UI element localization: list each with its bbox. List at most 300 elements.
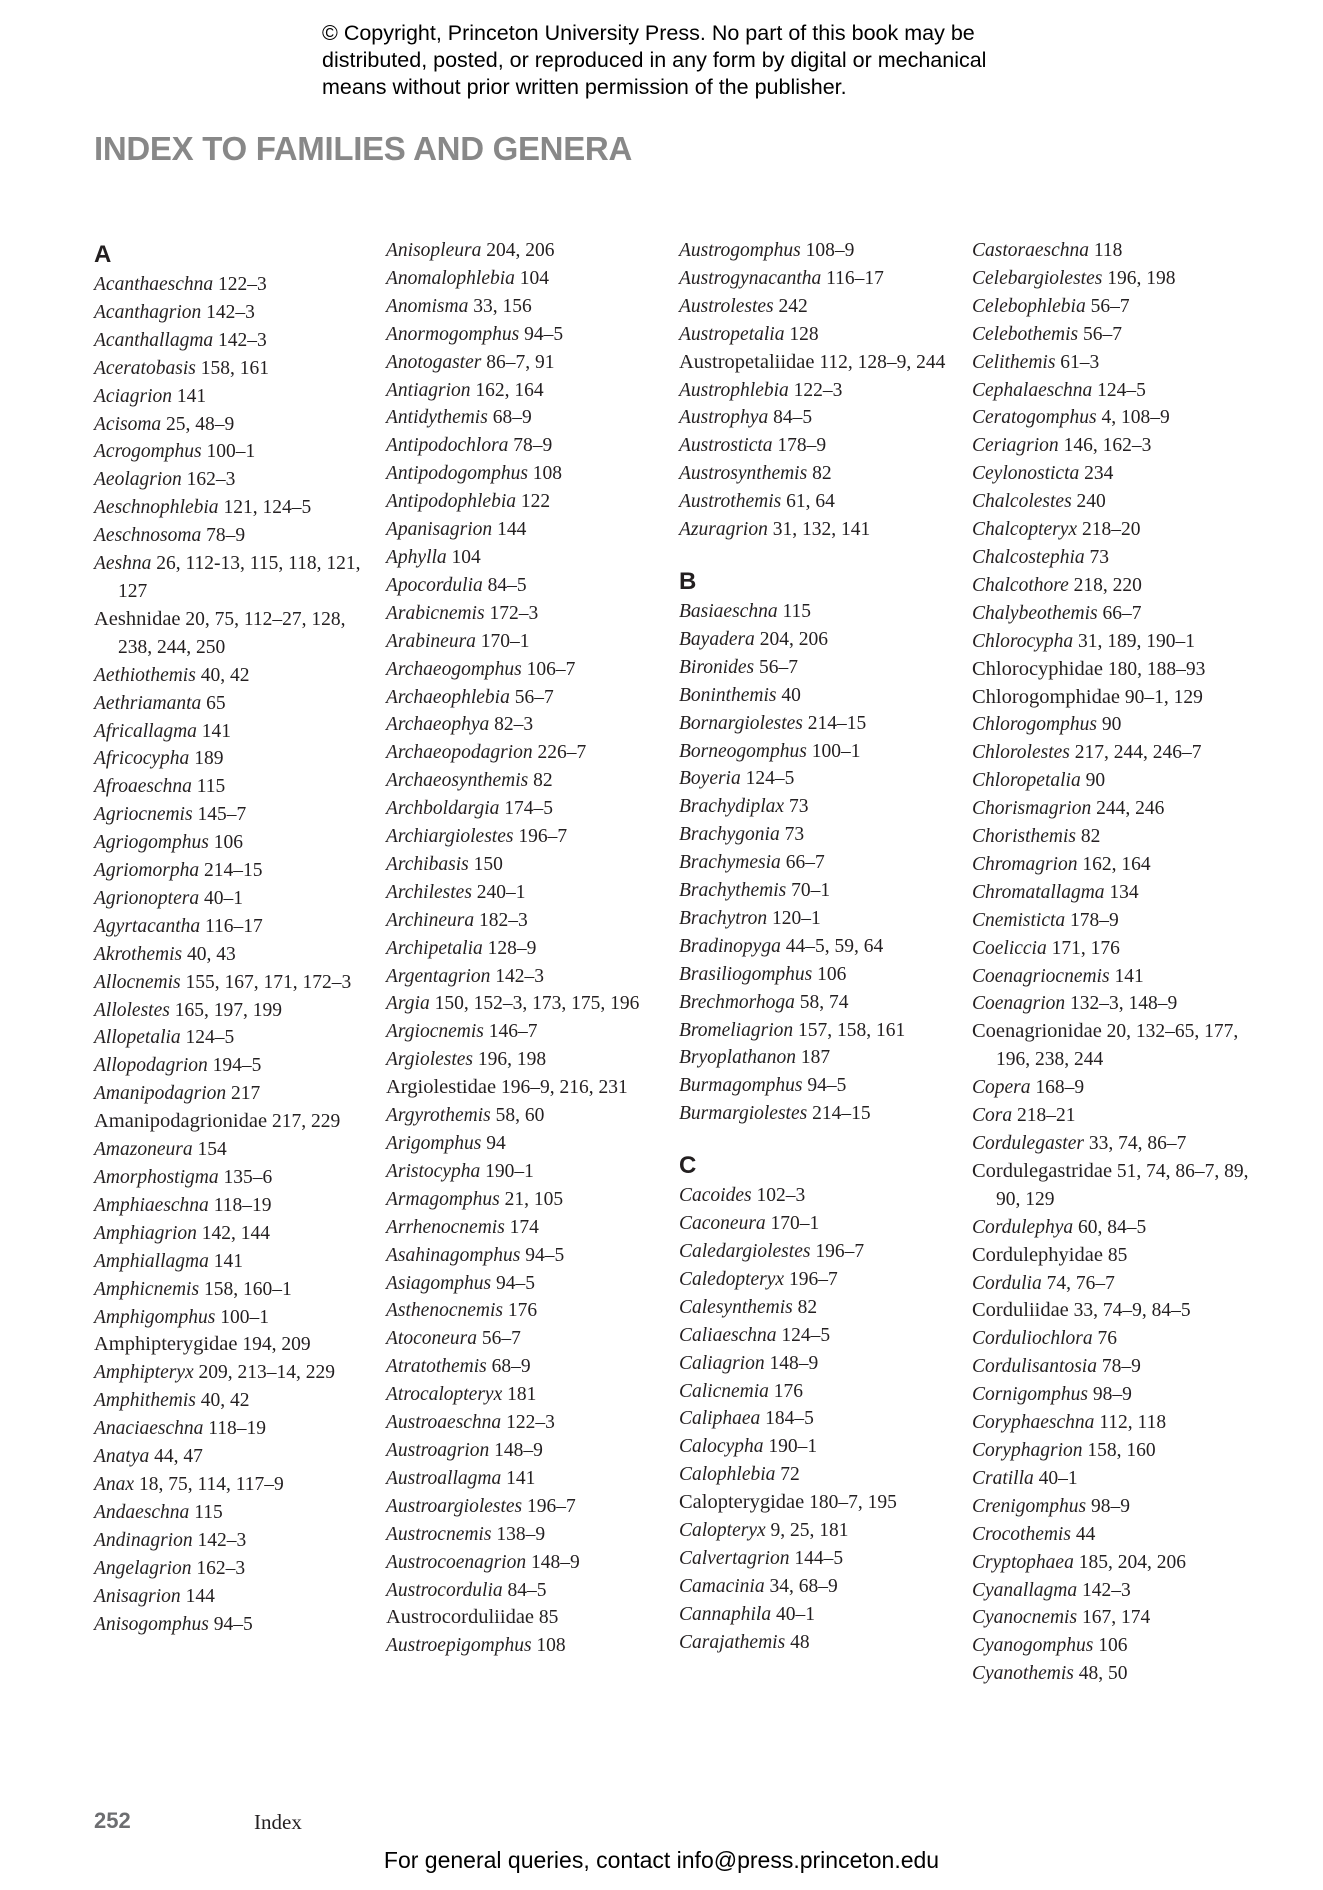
page-refs: 40, 42 (200, 664, 250, 686)
genus-name: Allopodagrion (94, 1055, 208, 1077)
index-entry (386, 600, 671, 628)
index-entry (679, 265, 964, 293)
index-entry (972, 1158, 1257, 1214)
genus-name: Cora (972, 1105, 1013, 1127)
page-refs: 182–3 (478, 909, 528, 931)
index-entry (386, 377, 671, 405)
genus-name: Cacoides (679, 1185, 752, 1207)
genus-name: Calocypha (679, 1436, 764, 1458)
page-refs: 33, 74, 86–7 (1088, 1133, 1187, 1154)
page-refs: 108 (532, 463, 563, 485)
page-refs: 86–7, 91 (486, 351, 555, 373)
genus-name: Archaeopodagrion (386, 742, 533, 764)
index-entry (972, 1130, 1257, 1158)
index-entry (386, 907, 671, 935)
index-entry (972, 1018, 1257, 1074)
index-entry (679, 1378, 964, 1406)
page-refs: 178–9 (777, 435, 827, 457)
index-entry (972, 795, 1257, 823)
index-entry (679, 1322, 964, 1350)
index-entry (679, 1266, 964, 1294)
genus-name: Amphicnemis (94, 1278, 200, 1300)
index-entry (679, 654, 964, 682)
index-entry (679, 1573, 964, 1601)
index-entry (679, 1238, 964, 1266)
genus-name: Caliagrion (679, 1352, 765, 1374)
page-refs: 240 (1076, 491, 1106, 513)
page-refs: 158, 161 (200, 357, 269, 379)
index-entry (679, 905, 964, 933)
index-entry (972, 1381, 1257, 1409)
index-entry (972, 1214, 1257, 1242)
page-refs: 124–5 (745, 768, 795, 790)
index-entry (94, 271, 379, 299)
page-refs: 33, 74–9, 84–5 (1073, 1300, 1191, 1322)
index-entry (972, 656, 1257, 684)
index-entry (94, 606, 379, 662)
page-refs: 65 (206, 692, 226, 714)
genus-name: Anaciaeschna (94, 1418, 204, 1440)
genus-name: Ceriagrion (972, 435, 1059, 457)
page-refs: 82 (812, 463, 832, 485)
index-letter-heading: B (679, 567, 697, 595)
page-refs: 100–1 (220, 1306, 269, 1328)
index-entry (386, 1074, 671, 1102)
genus-name: Chorismagrion (972, 798, 1092, 820)
genus-name: Austrocoenagrion (386, 1551, 527, 1573)
family-name: Chlorogomphidae (972, 685, 1121, 708)
index-entry (972, 907, 1257, 935)
index-entry (386, 684, 671, 712)
genus-name: Aethriamanta (94, 692, 202, 714)
genus-name: Armagomphus (386, 1188, 500, 1210)
page-refs: 84–5 (773, 407, 813, 429)
genus-name: Allocnemis (94, 971, 181, 993)
genus-name: Bornargiolestes (679, 712, 803, 734)
genus-name: Anisagrion (94, 1585, 181, 1607)
page-refs: 100–1 (206, 441, 256, 463)
index-entry (94, 466, 379, 494)
genus-name: Cordulia (972, 1272, 1042, 1294)
genus-name: Austroargiolestes (386, 1495, 523, 1517)
index-entry (679, 793, 964, 821)
genus-name: Apocordulia (386, 574, 483, 596)
genus-name: Anax (94, 1473, 135, 1495)
genus-name: Africocypha (94, 748, 190, 770)
running-footer-section: Index (254, 1810, 302, 1834)
index-entry (972, 460, 1257, 488)
index-entry (94, 411, 379, 439)
page-refs: 194–5 (212, 1055, 262, 1077)
genus-name: Anotogaster (386, 351, 482, 373)
family-name: Argiolestidae (386, 1076, 497, 1099)
genus-name: Amorphostigma (94, 1167, 219, 1188)
index-entry (386, 879, 671, 907)
index-entry (94, 1108, 379, 1136)
page-refs: 73 (1089, 546, 1110, 568)
index-entry (94, 829, 379, 857)
index-entry (94, 1136, 379, 1164)
page-refs: 94–5 (524, 323, 564, 345)
family-name: Aeshnidae (94, 607, 181, 630)
page-refs: 122–3 (793, 379, 843, 401)
index-entry (386, 1604, 671, 1632)
index-entry (679, 849, 964, 877)
page-refs: 31, 132, 141 (772, 519, 871, 541)
genus-name: Castoraeschna (972, 240, 1089, 261)
index-entry (386, 1046, 671, 1074)
page-refs: 56–7 (1083, 323, 1123, 345)
genus-name: Cyanothemis (972, 1663, 1074, 1685)
genus-name: Chalcothore (972, 574, 1069, 596)
genus-name: Burmargiolestes (679, 1103, 808, 1125)
page-refs: 78–9 (206, 525, 246, 547)
page-refs: 118–19 (208, 1418, 267, 1440)
page-refs: 112, 128–9, 244 (819, 351, 946, 373)
genus-name: Anisogomphus (94, 1613, 209, 1635)
page-refs: 196, 198 (1107, 267, 1176, 289)
index-entry (386, 1465, 671, 1493)
index-entry (94, 1220, 379, 1248)
index-entry (386, 460, 671, 488)
family-name: Amphipterygidae (94, 1333, 238, 1356)
page-refs: 90 (1085, 770, 1106, 792)
genus-name: Celebargiolestes (972, 267, 1103, 289)
genus-name: Argia (386, 993, 430, 1015)
genus-name: Brechmorhoga (679, 991, 795, 1013)
family-name: Austrocorduliidae (386, 1606, 535, 1629)
genus-name: Boyeria (679, 768, 741, 790)
index-entry (679, 1545, 964, 1573)
page-refs: 61, 64 (786, 491, 835, 513)
page-refs: 176 (773, 1380, 804, 1402)
genus-name: Chalcostephia (972, 546, 1085, 568)
family-name: Calopterygidae (679, 1491, 805, 1514)
index-entry (679, 626, 964, 654)
page-refs: 162, 164 (1082, 853, 1151, 875)
index-entry (679, 1072, 964, 1100)
copyright-line: distributed, posted, or reproduced in any form by digital or mechanical (322, 48, 987, 72)
page-refs: 115 (782, 600, 811, 622)
page-refs: 204, 206 (486, 240, 555, 261)
page-refs: 40, 43 (186, 943, 236, 965)
genus-name: Argyrothemis (386, 1105, 491, 1127)
genus-name: Bayadera (679, 628, 755, 650)
index-entry (679, 516, 964, 544)
genus-name: Boninthemis (679, 684, 777, 706)
index-entry (972, 404, 1257, 432)
family-name: Cordulegastridae (972, 1159, 1113, 1182)
page-refs: 122–3 (506, 1412, 555, 1434)
genus-name: Agyrtacantha (94, 915, 201, 937)
page-refs: 134 (1109, 881, 1139, 903)
index-entry (94, 885, 379, 913)
index-entry (679, 1017, 964, 1045)
index-entry (94, 718, 379, 746)
page-refs: 94–5 (495, 1272, 535, 1294)
index-entry (386, 963, 671, 991)
index-letter-heading: A (94, 241, 112, 268)
genus-name: Andaeschna (94, 1501, 190, 1523)
index-entry (972, 879, 1257, 907)
family-name: Austropetaliidae (679, 350, 815, 373)
genus-name: Anomalophlebia (386, 267, 515, 289)
genus-name: Acanthallagma (94, 329, 214, 351)
page-refs: 94–5 (525, 1244, 565, 1266)
page-refs: 40–1 (775, 1603, 815, 1625)
page-refs: 94 (486, 1133, 506, 1154)
index-entry (679, 738, 964, 766)
page-refs: 106 (213, 832, 243, 854)
index-entry (972, 1465, 1257, 1493)
page-refs: 142–3 (1081, 1579, 1131, 1601)
index-entry (386, 432, 671, 460)
genus-name: Burmagomphus (679, 1075, 803, 1097)
index-entry (94, 1555, 379, 1583)
page-refs: 214–15 (807, 712, 867, 734)
index-entry (972, 432, 1257, 460)
page-refs: 84–5 (507, 1579, 547, 1601)
page-refs: 122–3 (218, 274, 267, 295)
page-refs: 196, 198 (477, 1049, 547, 1071)
family-name: Chlorocyphidae (972, 657, 1103, 680)
genus-name: Archaeophlebia (386, 686, 510, 708)
index-entry (972, 1437, 1257, 1465)
genus-name: Brachygonia (679, 824, 780, 846)
genus-name: Asthenocnemis (386, 1300, 503, 1322)
index-entry (972, 1074, 1257, 1102)
page-refs: 218–20 (1081, 519, 1141, 541)
page-refs: 56–7 (1090, 295, 1130, 317)
page-refs: 40–1 (1038, 1467, 1078, 1489)
index-entry (972, 990, 1257, 1018)
index-entry (386, 1297, 671, 1325)
genus-name: Chromagrion (972, 853, 1078, 875)
index-entry (972, 1521, 1257, 1549)
genus-name: Chloropetalia (972, 770, 1081, 792)
page-refs: 21, 105 (504, 1188, 564, 1210)
page-refs: 141 (213, 1250, 243, 1272)
page-refs: 68–9 (491, 1356, 531, 1378)
page-refs: 144 (497, 519, 527, 541)
index-entry (386, 767, 671, 795)
index-entry (972, 600, 1257, 628)
genus-name: Cyanogomphus (972, 1635, 1094, 1657)
index-entry (386, 1325, 671, 1353)
page-refs: 26, 112-13, 115, 118, 121, 127 (118, 553, 361, 602)
page-refs: 196–7 (788, 1268, 838, 1290)
index-entry (386, 1242, 671, 1270)
index-entry (386, 265, 671, 293)
index-entry (679, 377, 964, 405)
index-entry (972, 265, 1257, 293)
genus-name: Cratilla (972, 1467, 1034, 1489)
genus-name: Aeolagrion (94, 469, 182, 491)
page-refs: 106–7 (526, 658, 576, 680)
genus-name: Asahinagomphus (386, 1244, 521, 1266)
page-refs: 142–3 (218, 329, 267, 351)
page-refs: 209, 213–14, 229 (198, 1362, 336, 1384)
genus-name: Agriomorpha (94, 860, 200, 882)
index-entry (94, 438, 379, 466)
index-entry (386, 1130, 671, 1158)
page-refs: 141 (506, 1467, 536, 1489)
genus-name: Chalybeothemis (972, 602, 1098, 624)
page-refs: 48, 50 (1078, 1663, 1128, 1685)
page-refs: 100–1 (811, 740, 861, 762)
genus-name: Aristocypha (386, 1160, 481, 1182)
index-entry (972, 684, 1257, 712)
page-refs: 120–1 (771, 907, 821, 929)
page-refs: 174 (509, 1216, 539, 1238)
genus-name: Caliaeschna (679, 1324, 777, 1346)
page-refs: 94–5 (807, 1075, 847, 1097)
index-entry (386, 1577, 671, 1605)
genus-name: Camacinia (679, 1575, 765, 1597)
page-refs: 170–1 (770, 1213, 820, 1235)
index-entry (972, 851, 1257, 879)
genus-name: Azuragrion (679, 519, 768, 541)
page-refs: 174–5 (504, 798, 554, 820)
index-entry (972, 935, 1257, 963)
page-refs: 217, 244, 246–7 (1074, 742, 1202, 764)
genus-name: Anomisma (386, 295, 469, 317)
genus-name: Caconeura (679, 1213, 766, 1235)
index-entry (679, 765, 964, 793)
index-entry (972, 488, 1257, 516)
index-entry (386, 990, 671, 1018)
index-entry (972, 1493, 1257, 1521)
index-entry (94, 1611, 379, 1639)
page-refs: 56–7 (758, 656, 798, 678)
page-refs: 185, 204, 206 (1078, 1551, 1186, 1573)
index-entry (679, 237, 964, 265)
genus-name: Cordulegaster (972, 1133, 1084, 1154)
page-refs: 78–9 (1101, 1356, 1141, 1378)
genus-name: Austrophlebia (679, 379, 789, 401)
index-entry (679, 432, 964, 460)
index-entry (94, 745, 379, 773)
index-entry (94, 941, 379, 969)
page-refs: 196–7 (527, 1495, 576, 1517)
index-entry (94, 1415, 379, 1443)
genus-name: Arabicnemis (386, 602, 485, 624)
genus-name: Atrocalopteryx (386, 1384, 503, 1406)
index-entry (679, 1461, 964, 1489)
page-refs: 165, 197, 199 (174, 999, 282, 1021)
page-refs: 34, 68–9 (769, 1575, 838, 1597)
genus-name: Calesynthemis (679, 1296, 793, 1318)
page-refs: 72 (780, 1464, 800, 1486)
page-refs: 56–7 (514, 686, 554, 708)
copyright-line: means without prior written permission of the publisher. (322, 75, 847, 99)
index-entry (679, 989, 964, 1017)
index-entry (386, 1018, 671, 1046)
index-entry (679, 933, 964, 961)
page-refs: 148–9 (530, 1551, 580, 1573)
genus-name: Argiolestes (386, 1049, 474, 1071)
genus-name: Celebophlebia (972, 295, 1086, 317)
genus-name: Allolestes (94, 999, 170, 1021)
genus-name: Calicnemia (679, 1380, 769, 1402)
genus-name: Archaeophya (386, 714, 490, 736)
genus-name: Bromeliagrion (679, 1019, 794, 1041)
index-entry (972, 1409, 1257, 1437)
index-entry (94, 690, 379, 718)
genus-name: Austroallagma (386, 1467, 502, 1489)
page-refs: 172–3 (489, 602, 539, 624)
genus-name: Angelagrion (94, 1557, 192, 1579)
index-entry (679, 598, 964, 626)
page-refs: 124–5 (781, 1324, 831, 1346)
page-refs: 180, 188–93 (1107, 658, 1206, 680)
page-refs: 240–1 (476, 881, 526, 903)
index-entry (679, 682, 964, 710)
page-refs: 82 (1080, 826, 1101, 848)
genus-name: Arabineura (386, 630, 476, 652)
page-refs: 145–7 (197, 804, 247, 826)
page-refs: 70–1 (791, 880, 831, 902)
index-entry (386, 516, 671, 544)
page-refs: 20, 132–65, 177, 196, 238, 244 (996, 1021, 1239, 1071)
index-entry (94, 1024, 379, 1052)
genus-name: Caledopteryx (679, 1268, 785, 1290)
page-refs: 68–9 (492, 407, 532, 429)
page-refs: 141 (176, 385, 207, 407)
page-refs: 98–9 (1091, 1495, 1130, 1517)
index-entry (679, 1350, 964, 1378)
index-entry (972, 1270, 1257, 1298)
index-entry (679, 460, 964, 488)
copyright-line: © Copyright, Princeton University Press. No part of this book may be (322, 21, 975, 45)
page-refs: 82 (797, 1296, 818, 1318)
index-entry (386, 628, 671, 656)
index-entry (94, 1080, 379, 1108)
page-refs: 170–1 (480, 630, 530, 652)
index-entry (386, 935, 671, 963)
genus-name: Anatya (94, 1446, 150, 1468)
genus-name: Brachytron (679, 907, 768, 929)
page-refs: 196–7 (518, 826, 568, 848)
page-refs: 25, 48–9 (166, 413, 235, 435)
genus-name: Cephalaeschna (972, 379, 1093, 401)
index-entry (679, 1182, 964, 1210)
page-refs: 122 (520, 491, 551, 513)
genus-name: Coeliccia (972, 937, 1047, 959)
genus-name: Atratothemis (386, 1356, 487, 1378)
page-refs: 18, 75, 114, 117–9 (138, 1473, 284, 1495)
index-entry (386, 1493, 671, 1521)
page-refs: 106 (817, 963, 847, 985)
genus-name: Allopetalia (94, 1027, 181, 1049)
page-refs: 242 (778, 295, 808, 317)
index-entry (972, 237, 1257, 265)
page-refs: 56–7 (481, 1328, 521, 1350)
page-refs: 154 (197, 1139, 227, 1161)
genus-name: Cordulephya (972, 1216, 1074, 1238)
genus-name: Argentagrion (386, 965, 491, 987)
index-entry (386, 1102, 671, 1130)
genus-name: Acisoma (94, 413, 162, 435)
page-refs: 98–9 (1092, 1384, 1132, 1406)
genus-name: Antipodophlebia (386, 491, 516, 513)
copyright-notice (322, 20, 1042, 101)
index-entry (972, 1102, 1257, 1130)
index-entry (972, 963, 1257, 991)
page-refs: 74, 76–7 (1046, 1272, 1115, 1294)
page-refs: 217, 229 (271, 1111, 341, 1133)
genus-name: Chalcopteryx (972, 519, 1078, 541)
